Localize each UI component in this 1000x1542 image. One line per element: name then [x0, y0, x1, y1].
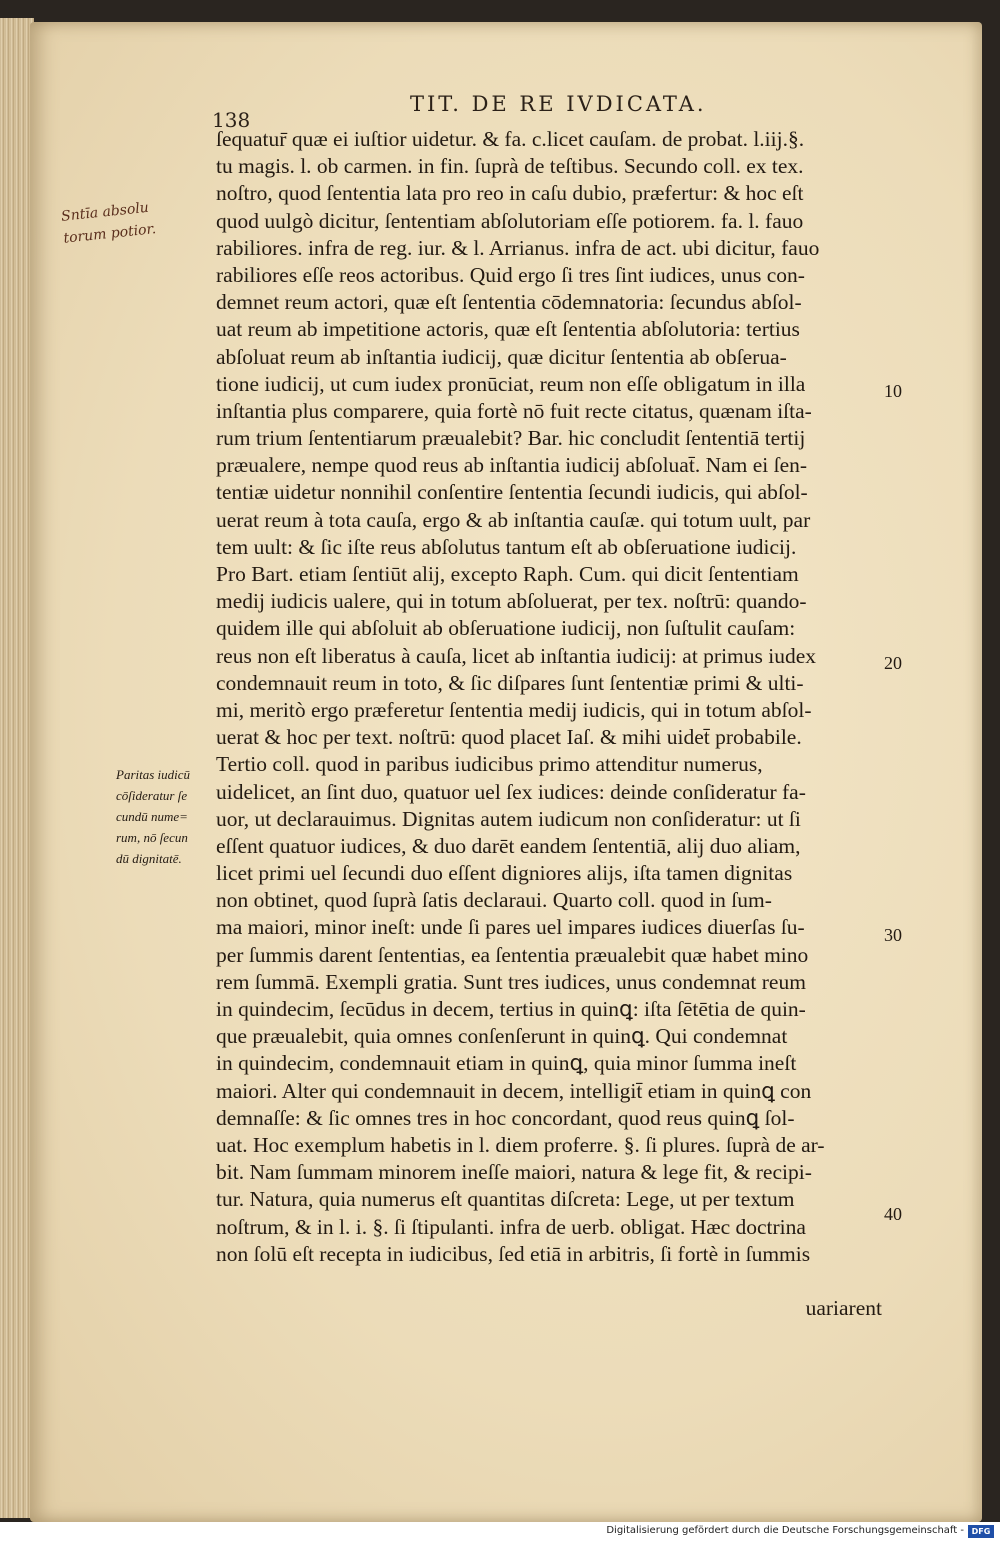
text-line: uerat & hoc per text. noſtrū: quod placet Iaſ. & mihi uidet̄ probabile.: [216, 725, 802, 750]
text-line: noſtrum, & in l. i. §. ſi ſtipulanti. infra de uerb. obligat. Hæc doctrina: [216, 1214, 806, 1239]
text-line: per ſummis darent ſententias, ea ſententia præualebit quæ habet mino: [216, 942, 809, 967]
text-line: quidem ille qui abſoluit ab obſeruatione iudicij, non ſuſtulit cauſam:: [216, 616, 796, 641]
margin-note-line: rum, nō ſecun: [116, 830, 188, 845]
text-line: quod uulgò dicitur, ſententiam abſolutoriam eſſe potiorem. fa. l. fauo: [216, 208, 804, 233]
text-line: uat. Hoc exemplum habetis in l. diem proferre. §. ſi plures. ſuprà de ar-: [216, 1132, 825, 1157]
printed-margin-note: [116, 764, 216, 869]
text-line: uidelicet, an ſint duo, quatuor uel ſex iudices: deinde conſideratur fa-: [216, 779, 806, 804]
text-line: præualere, nempe quod reus ab inſtantia iudicij abſoluat̄. Nam ei ſen-: [216, 453, 808, 478]
text-line: bit. Nam ſummam minorem ineſſe maiori, natura & lege fit, & recipi-: [216, 1160, 812, 1185]
text-line: non obtinet, quod ſuprà ſatis declaraui. Quarto coll. quod in ſum-: [216, 888, 772, 913]
text-line: rem ſummā. Exempli gratia. Sunt tres iudices, unus condemnat reum: [216, 969, 806, 994]
text-line: tur. Natura, quia numerus eſt quantitas diſcreta: Lege, ut per textum: [216, 1187, 795, 1212]
text-line: uerat reum à tota cauſa, ergo & ab inſtantia cauſæ. qui totum uult, par: [216, 507, 811, 532]
running-head: TIT. DE RE IVDICATA.: [410, 92, 707, 116]
text-line: rabiliores eſſe reos actoribus. Quid ergo ſi tres ſint iudices, unus con-: [216, 262, 805, 287]
funding-credit: Digitalisierung gefördert durch die Deutsche Forschungsgemeinschaft -: [606, 1525, 964, 1536]
text-line: reus non eſt liberatus à cauſa, licet ab inſtantia iudicij: at primus iudex: [216, 643, 817, 668]
text-line: ſequatur̄ quæ ei iuſtior uidetur. & fa. c.licet cauſam. de probat. l.iij.§.: [216, 127, 805, 151]
handwritten-note-line: Sntīa absolu: [60, 199, 150, 225]
page-number: 138: [212, 108, 251, 132]
catchword: uariarent: [805, 1296, 882, 1321]
text-line: licet primi uel ſecundi duo eſſent digniores alijs, iſta tamen dignitas: [216, 861, 793, 886]
line-number: 40: [884, 1204, 902, 1224]
book-page-edges: [0, 18, 34, 1518]
text-line: uor, ut declarauimus. Dignitas autem iudicum non conſideratur: ut ſi: [216, 806, 801, 831]
text-line: tione iudicij, ut cum iudex pronūciat, reum non eſſe obligatum in illa: [216, 371, 806, 396]
main-text-block: [216, 126, 882, 1322]
text-line: demnaſſe: & ſic omnes tres in hoc concordant, quod reus quinꝗ ſol-: [216, 1105, 795, 1130]
handwritten-note-line: torum potior.: [62, 221, 157, 247]
text-line: ma maiori, minor ineſt: unde ſi pares uel impares iudices diuerſas ſu-: [216, 915, 805, 940]
dfg-logo: DFG: [968, 1525, 994, 1538]
margin-note-line: Paritas iudicū: [116, 767, 191, 782]
text-line: in quindecim, ſecūdus in decem, tertius in quinꝗ: iſta ſētētia de quin-: [216, 997, 806, 1021]
digitization-footer: [0, 1522, 1000, 1542]
text-line: tu magis. l. ob carmen. in fin. ſuprà de teſtibus. Secundo coll. ex tex.: [216, 154, 804, 179]
text-line: demnet reum actori, quæ eſt ſententia cōdemnatoria: ſecundus abſol-: [216, 290, 802, 315]
text-line: Tertio coll. quod in paribus iudicibus primo attenditur numerus,: [216, 752, 763, 777]
margin-note-line: cōſideratur ſe: [116, 788, 188, 803]
text-line: mi, meritò ergo præferetur ſententia medij iudicis, qui in totum abſol-: [216, 697, 812, 722]
line-number: 30: [884, 925, 902, 945]
text-line: abſoluat reum ab inſtantia iudicij, quæ dicitur ſententia ab obſerua-: [216, 344, 787, 369]
text-line: uat reum ab impetitione actoris, quæ eſt ſententia abſolutoria: tertius: [216, 317, 800, 342]
text-line: maiori. Alter qui condemnauit in decem, intelligit̄ etiam in quinꝗ con: [216, 1078, 812, 1103]
margin-note-line: dū dignitatē.: [116, 851, 182, 866]
text-line: noſtro, quod ſententia lata pro reo in caſu dubio, præfertur: & hoc eſt: [216, 181, 804, 206]
text-line: eſſent quatuor iudices, & duo darēt eandem ſententiā, alij duo aliam,: [216, 833, 801, 858]
text-line: rabiliores. infra de reg. iur. & l. Arrianus. infra de act. ubi dicitur, fauo: [216, 235, 820, 260]
text-line: tem uult: & ſic iſte reus abſolutus tantum eſt ab obſeruatione iudicij.: [216, 534, 797, 559]
margin-note-line: cundū nume=: [116, 809, 188, 824]
text-line: in quindecim, condemnauit etiam in quinꝗ, quia minor ſumma ineſt: [216, 1051, 797, 1076]
text-line: Pro Bart. etiam ſentiūt alij, excepto Raph. Cum. qui dicit ſententiam: [216, 562, 799, 586]
text-line: inſtantia plus comparere, quia fortè nō fuit recte citatus, quænam iſta-: [216, 398, 812, 423]
text-line: medij iudicis ualere, qui in totum abſoluerat, per tex. noſtrū: quando-: [216, 589, 807, 614]
text-line: condemnauit reum in toto, & ſic diſpares ſunt ſententiæ primi & ulti-: [216, 670, 804, 695]
line-number: 10: [884, 381, 902, 401]
text-line: que præualebit, quia omnes conſenſerunt in quinꝗ. Qui condemnat: [216, 1024, 788, 1049]
text-line: [216, 1268, 882, 1295]
line-number: 20: [884, 653, 902, 673]
text-line: rum trium ſententiarum præualebit? Bar. hic concludit ſententiā tertij: [216, 426, 806, 451]
text-line: non ſolū eſt recepta in iudicibus, ſed etiā in arbitris, ſi fortè in ſummis: [216, 1241, 811, 1266]
text-line: tentiæ uidetur nonnihil conſentire ſententia ſecundi iudicis, qui abſol-: [216, 480, 808, 505]
